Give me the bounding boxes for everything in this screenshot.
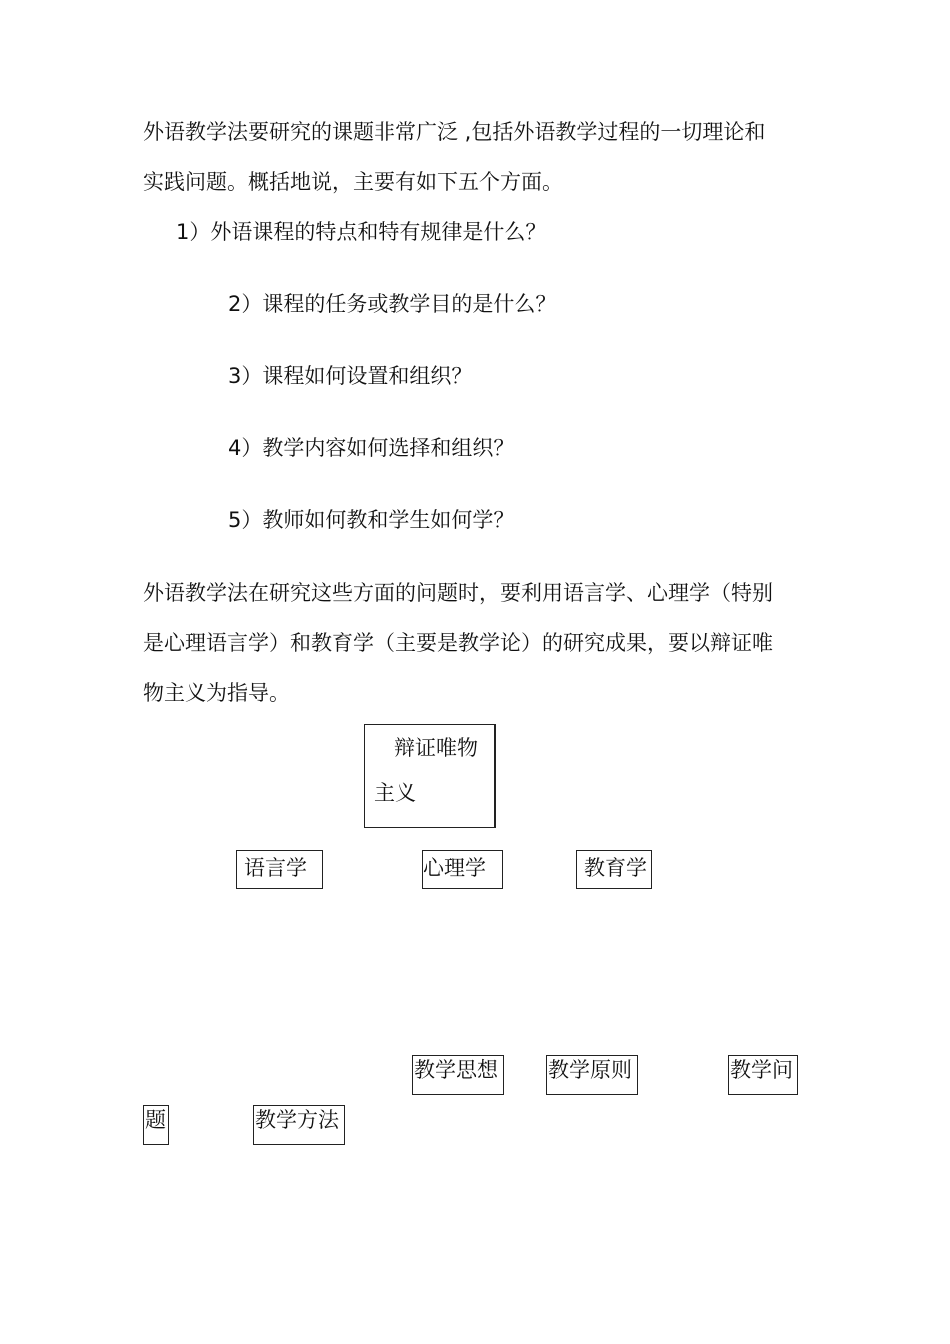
outcome-box-thought <box>412 1055 504 1095</box>
outcome-box-problem <box>728 1055 798 1095</box>
question-item-2: 2）课程的任务或教学目的是什么？ <box>228 292 557 316</box>
outcome-box-principle <box>546 1055 638 1095</box>
outcome-box-problem-continued <box>143 1105 169 1145</box>
discipline-box-psychology <box>422 850 503 889</box>
outcome-label-problem-part-2: 题 <box>145 1108 166 1132</box>
discipline-label-pedagogy: 教育学 <box>584 856 647 880</box>
paragraph-research-line-1: 外语教学法在研究这些方面的问题时，要利用语言学、心理学（特别 <box>143 581 773 605</box>
discipline-label-linguistics: 语言学 <box>244 856 307 880</box>
paragraph-research-line-3: 物主义为指导。 <box>143 681 290 705</box>
discipline-box-linguistics <box>236 850 323 889</box>
outcome-label-method: 教学方法 <box>255 1108 339 1132</box>
outcome-label-thought: 教学思想 <box>414 1058 498 1082</box>
root-label-line-1: 辩证唯物 <box>394 736 478 760</box>
question-item-3: 3）课程如何设置和组织？ <box>228 364 473 388</box>
root-label-line-2: 主义 <box>374 781 416 805</box>
outcome-label-problem-part-1: 教学问 <box>730 1058 793 1082</box>
question-item-4: 4）教学内容如何选择和组织？ <box>228 436 515 460</box>
discipline-label-psychology: 心理学 <box>423 856 486 880</box>
outcome-label-principle: 教学原则 <box>548 1058 632 1082</box>
root-box <box>364 724 496 828</box>
paragraph-intro-line-1: 外语教学法要研究的课题非常广泛 ,包括外语教学过程的一切理论和 <box>143 120 766 144</box>
question-item-5: 5）教师如何教和学生如何学？ <box>228 508 515 532</box>
paragraph-research-line-2: 是心理语言学）和教育学（主要是教学论）的研究成果，要以辩证唯 <box>143 631 773 655</box>
discipline-box-pedagogy <box>576 850 652 889</box>
paragraph-intro-line-2: 实践问题。概括地说，主要有如下五个方面。 <box>143 170 563 194</box>
question-item-1: 1）外语课程的特点和特有规律是什么？ <box>176 220 547 244</box>
outcome-box-method <box>253 1105 345 1145</box>
